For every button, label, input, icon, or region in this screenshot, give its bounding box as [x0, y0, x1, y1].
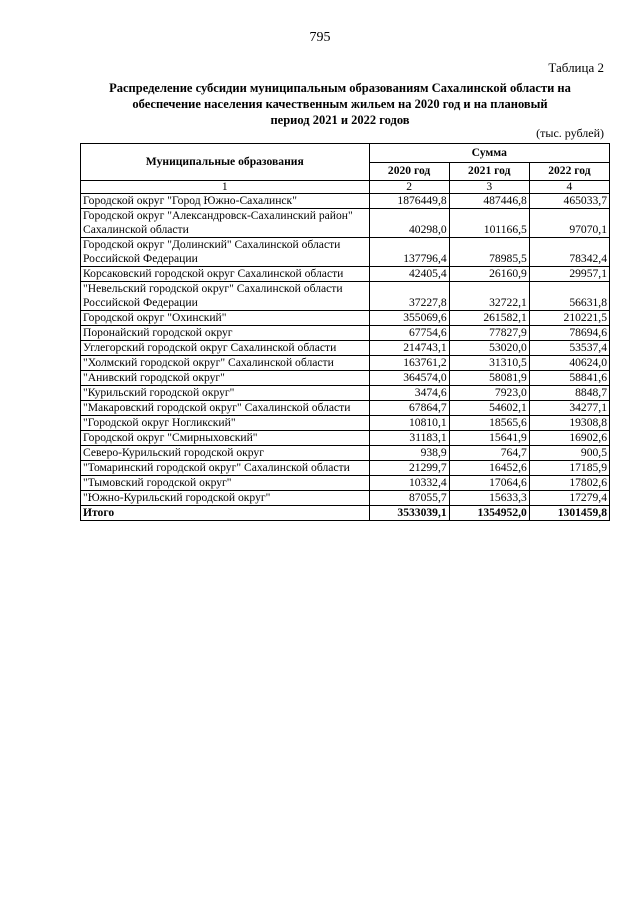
total-row [81, 506, 610, 521]
column-number: 4 [529, 181, 609, 194]
value-2022: 16902,6 [529, 431, 609, 446]
value-2022: 900,5 [529, 446, 609, 461]
municipality-name: "Макаровский городской округ" Сахалинской области [81, 401, 370, 416]
table-row [81, 341, 610, 356]
value-2020: 355069,6 [369, 311, 449, 326]
value-2022: 8848,7 [529, 386, 609, 401]
value-2020: 10332,4 [369, 476, 449, 491]
value-2022: 78694,6 [529, 326, 609, 341]
value-2020: 1876449,8 [369, 194, 449, 209]
table-row [81, 446, 610, 461]
value-2021: 26160,9 [449, 267, 529, 282]
table-row [81, 371, 610, 386]
value-2020: 137796,4 [369, 238, 449, 267]
table-row [81, 326, 610, 341]
table-label: Таблица 2 [548, 60, 604, 75]
value-2021: 53020,0 [449, 341, 529, 356]
column-number: 1 [81, 181, 370, 194]
value-2021: 16452,6 [449, 461, 529, 476]
municipality-name: Городской округ "Смирныховский" [81, 431, 370, 446]
municipality-name: Городской округ "Александровск-Сахалинский район" Сахалинской области [81, 209, 370, 238]
value-2022: 17185,9 [529, 461, 609, 476]
value-2021: 32722,1 [449, 282, 529, 311]
value-2022: 97070,1 [529, 209, 609, 238]
value-2020: 364574,0 [369, 371, 449, 386]
value-2021: 54602,1 [449, 401, 529, 416]
title-line: обеспечение населения качественным жильем на 2020 год и на плановый [132, 97, 548, 111]
value-2021: 78985,5 [449, 238, 529, 267]
value-2022: 465033,7 [529, 194, 609, 209]
table-row [81, 311, 610, 326]
value-2022: 17802,6 [529, 476, 609, 491]
table-row [81, 401, 610, 416]
value-2021: 77827,9 [449, 326, 529, 341]
value-2021: 15641,9 [449, 431, 529, 446]
table-row [81, 386, 610, 401]
municipality-name: "Анивский городской округ" [81, 371, 370, 386]
value-2020: 3474,6 [369, 386, 449, 401]
value-2022: 34277,1 [529, 401, 609, 416]
municipality-name: Северо-Курильский городской округ [81, 446, 370, 461]
title-line: период 2021 и 2022 годов [270, 113, 410, 127]
value-2021: 58081,9 [449, 371, 529, 386]
table-row [81, 416, 610, 431]
total-label: Итого [81, 506, 370, 521]
table-row [81, 209, 610, 238]
table-row [81, 476, 610, 491]
header-sum: Сумма [369, 144, 609, 163]
municipality-name: "Городской округ Ногликский" [81, 416, 370, 431]
total-2022: 1301459,8 [529, 506, 609, 521]
municipality-name: Углегорский городской округ Сахалинской области [81, 341, 370, 356]
table-row [81, 431, 610, 446]
column-number: 3 [449, 181, 529, 194]
value-2021: 7923,0 [449, 386, 529, 401]
municipality-name: "Холмский городской округ" Сахалинской области [81, 356, 370, 371]
table-row [81, 267, 610, 282]
municipality-name: Городской округ "Долинский" Сахалинской области Российской Федерации [81, 238, 370, 267]
value-2020: 214743,1 [369, 341, 449, 356]
municipality-name: "Томаринский городской округ" Сахалинской области [81, 461, 370, 476]
page-number: 795 [309, 30, 331, 45]
value-2022: 56631,8 [529, 282, 609, 311]
table-row [81, 461, 610, 476]
value-2020: 21299,7 [369, 461, 449, 476]
value-2020: 42405,4 [369, 267, 449, 282]
municipality-name: "Южно-Курильский городской округ" [81, 491, 370, 506]
document-title [80, 80, 600, 128]
value-2020: 31183,1 [369, 431, 449, 446]
total-2020: 3533039,1 [369, 506, 449, 521]
header-year-2021: 2021 год [449, 162, 529, 181]
value-2022: 40624,0 [529, 356, 609, 371]
value-2020: 37227,8 [369, 282, 449, 311]
table-row [81, 282, 610, 311]
header-municipalities: Муниципальные образования [81, 144, 370, 181]
value-2020: 163761,2 [369, 356, 449, 371]
value-2021: 31310,5 [449, 356, 529, 371]
table-row [81, 356, 610, 371]
value-2022: 58841,6 [529, 371, 609, 386]
header-year-2022: 2022 год [529, 162, 609, 181]
column-number: 2 [369, 181, 449, 194]
municipality-name: Корсаковский городской округ Сахалинской области [81, 267, 370, 282]
value-2022: 53537,4 [529, 341, 609, 356]
value-2021: 487446,8 [449, 194, 529, 209]
table-row [81, 194, 610, 209]
value-2021: 261582,1 [449, 311, 529, 326]
value-2020: 87055,7 [369, 491, 449, 506]
municipality-name: "Курильский городской округ" [81, 386, 370, 401]
total-2021: 1354952,0 [449, 506, 529, 521]
header-year-2020: 2020 год [369, 162, 449, 181]
municipality-name: Поронайский городской округ [81, 326, 370, 341]
value-2022: 29957,1 [529, 267, 609, 282]
value-2020: 10810,1 [369, 416, 449, 431]
municipality-name: "Тымовский городской округ" [81, 476, 370, 491]
municipality-name: Городской округ "Охинский" [81, 311, 370, 326]
value-2022: 78342,4 [529, 238, 609, 267]
value-2021: 18565,6 [449, 416, 529, 431]
value-2020: 40298,0 [369, 209, 449, 238]
value-2020: 67864,7 [369, 401, 449, 416]
value-2021: 17064,6 [449, 476, 529, 491]
units-label: (тыс. рублей) [536, 126, 604, 140]
value-2022: 17279,4 [529, 491, 609, 506]
table-row [81, 238, 610, 267]
subsidy-table [80, 143, 610, 521]
value-2021: 15633,3 [449, 491, 529, 506]
value-2020: 938,9 [369, 446, 449, 461]
value-2021: 764,7 [449, 446, 529, 461]
value-2021: 101166,5 [449, 209, 529, 238]
value-2022: 19308,8 [529, 416, 609, 431]
value-2020: 67754,6 [369, 326, 449, 341]
table-row [81, 491, 610, 506]
value-2022: 210221,5 [529, 311, 609, 326]
municipality-name: Городской округ "Город Южно-Сахалинск" [81, 194, 370, 209]
municipality-name: "Невельский городской округ" Сахалинской области Российской Федерации [81, 282, 370, 311]
title-line: Распределение субсидии муниципальным образованиям Сахалинской области на [109, 81, 571, 95]
